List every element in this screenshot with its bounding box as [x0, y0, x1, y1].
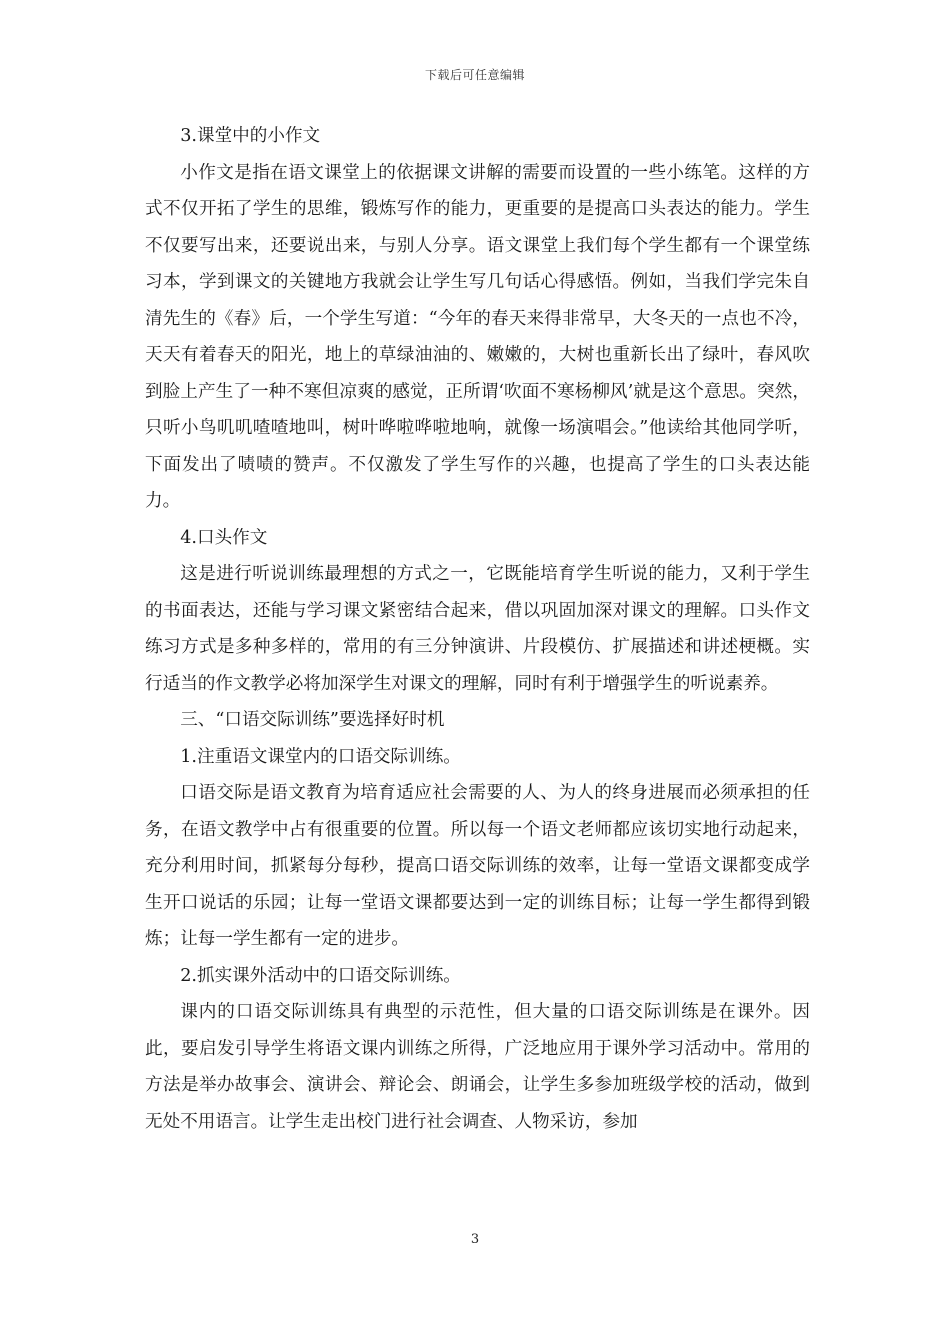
document-body — [145, 118, 810, 1140]
paragraph-oral-composition: 这是进行听说训练最理想的方式之一，它既能培育学生听说的能力，又利于学生的书面表达，还能与学习课文紧密结合起来，借以巩固加深对课文的理解。口头作文练习方式是多种多样的，常用的有三分钟演讲、片段模仿、扩展描述和讲述梗概。实行适当的作文教学必将加深学生对课文的理解，同时有利于增强学生的听说素养。 — [145, 564, 810, 694]
section-heading-oral-communication: 三、“口语交际训练”要选择好时机 — [180, 710, 445, 730]
paragraph-in-class-training: 口语交际是语文教育为培育适应社会需要的人、为人的终身进展而必须承担的任务，在语文教学中占有很重要的位置。所以每一个语文老师都应该切实地行动起来，充分利用时间，抓紧每分每秒，提高口语交际训练的效率，让每一堂语文课都变成学生开口说话的乐园；让每一堂语文课都要达到一定的训练目标；让每一学生都得到锻炼；让每一学生都有一定的进步。 — [145, 783, 810, 949]
subheading-extracurricular-training: 2.抓实课外活动中的口语交际训练。 — [180, 965, 461, 986]
page-number: 3 — [470, 1232, 480, 1247]
paragraph-extracurricular-training: 课内的口语交际训练具有典型的示范性，但大量的口语交际训练是在课外。因此，要启发引导学生将语文课内训练之所得，广泛地应用于课外学习活动中。常用的方法是举办故事会、演讲会、辩论会、朗诵会，让学生多参加班级学校的活动，做到无处不用语言。让学生走出校门进行社会调查、人物采访，参加 — [145, 1002, 810, 1132]
section-heading-small-composition: 3.课堂中的小作文 — [180, 126, 321, 146]
subheading-in-class-training: 1.注重语文课堂内的口语交际训练。 — [180, 746, 461, 767]
section-heading-oral-composition: 4.口头作文 — [180, 527, 268, 548]
paragraph-small-composition: 小作文是指在语文课堂上的依据课文讲解的需要而设置的一些小练笔。这样的方式不仅开拓了学生的思维，锻炼写作的能力，更重要的是提高口头表达的能力。学生不仅要写出来，还要说出来，与别人分享。语文课堂上我们每个学生都有一个课堂练习本，学到课文的关键地方我就会让学生写几句话心得感悟。例如，当我们学完朱自清先生的《春》后，一个学生写道：“今年的春天来得非常早，大冬天的一点也不冷，天天有着春天的阳光，地上的草绿油油的、嫩嫩的，大树也重新长出了绿叶，春风吹到脸上产生了一种不寒但凉爽的感觉，正所谓‘吹面不寒杨柳风’就是这个意思。突然，只听小鸟叽叽喳喳地叫，树叶哗啦哗啦地响，就像一场演唱会。”他读给其他同学听，下面发出了啧啧的赞声。不仅激发了学生写作的兴趣，也提高了学生的口头表达能力。 — [145, 162, 810, 511]
page-header: 下载后可任意编辑 — [424, 68, 525, 82]
